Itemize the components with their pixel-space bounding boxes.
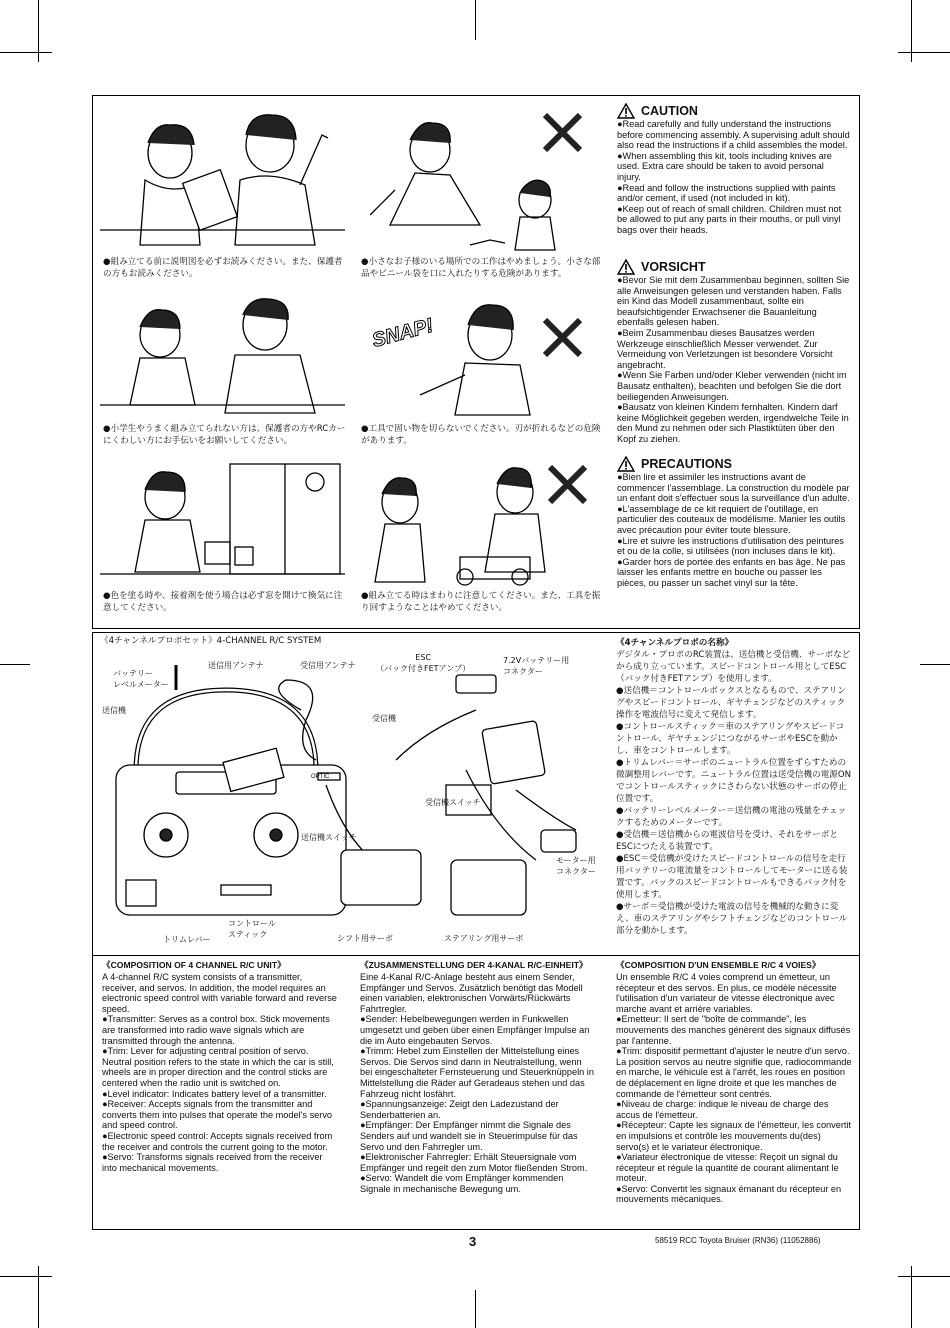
precautions-item: ●Lire et suivre les instructions d'utilisation des peintures et ou de la colle, si utilisées (non incluses dans le kit). [617,535,844,557]
illustration-small-child [370,105,600,255]
vorsicht-item: ●Bevor Sie mit dem Zusammenbau beginnen, sollten Sie alle Anweisungen gelesen und verstanden haben. Falls ein Kind das Modell zusammenbaut, sollte ein beaufsichtigender Erwachsener die Bauanleitung ebenfalls gelesen haben. [617,275,850,328]
label-trim-lever: トリムレバー [163,935,211,944]
jp-names-item: ●トリムレバー＝サーボのニュートラル位置をずらすための微調整用レバーです。ニュートラル位置は送受信機の電源ONでコントロールスティックにさわらない状態のサーボの停止位置です。 [616,758,852,804]
composition-en-item: A 4-channel R/C system consists of a transmitter, receiver, and servos. In addition, the model requires an electronic speed control with variable forward and reverse speed. [102,972,337,1014]
illustration-ask-help [100,295,345,420]
composition-fr-item: ●Variateur électronique de vitesse: Reçoit un signal du récepteur et régule la quantité de courant alimentant le moteur. [616,1152,839,1184]
document-code: 58519 RCC Toyota Bruiser (RN36) (11052886) [655,1236,821,1245]
crop-mark [898,52,950,53]
caption-dont-cut-hard: ●工具で固い物を切らないでください。刃が折れるなどの危険があります。 [361,424,601,446]
caption-ask-help: ●小学生やうまく組み立てられない方は、保護者の方やRCカーにくわしい方にお手伝いをお願いしてください。 [103,424,346,446]
caution-item: ●Keep out of reach of small children. Children must not be allowed to put any parts in their mouths, or pull vinyl bags over their heads. [617,203,842,235]
label-receiver: 受信機 [372,714,396,723]
composition-en [102,959,337,1173]
caution-title: CAUTION [641,104,698,118]
composition-fr-item: ●Trim: dispositif permettant d'ajuster le neutre d'un servo. La position servos au neutre signifie que, radiocommande en marche, le véhicule est à l'arrêt, les roues en position de déplacement en ligne droite et que les manches de commande de l'émetteur sont centrés. [616,1046,852,1099]
tx-brand-text: OPTIC [311,774,330,780]
crop-mark [898,1276,950,1277]
rc-system-diagram [96,650,606,950]
composition-en-item: ●Transmitter: Serves as a control box. Stick movements are transformed into radio wave signals which are transmitted through the antenna. [102,1014,330,1046]
jp-names-section [616,637,852,937]
jp-names-item: ●サーボ＝受信機が受けた電波の信号を機械的な動きに変え、車のステアリングやシフトチェンジなどのコントロール部分を動かします。 [616,902,848,936]
label-shift-servo: シフト用サーボ [337,934,393,943]
composition-fr [616,959,852,1205]
label-battery-connector: 7.2Vバッテリー用 コネクター [503,656,570,676]
composition-fr-item: ●Emetteur: Il sert de "boîte de commande", les mouvements des manches génèrent des signaux diffusés par l'antenne. [616,1014,851,1046]
warning-icon [617,456,635,472]
jp-names-item: ●コントロールスティック＝車のステアリングやスピードコントロール、ギヤチェンジにつながるサーボやESCを動かし、車をコントロールします。 [616,722,845,756]
precautions-item: ●Bien lire et assimiler les instructions avant de commencer l'assemblage. La construction du modèle par un enfant doit s'effectuer sous la surveillance d'un adulte. [617,472,850,504]
page-number: 3 [469,1234,477,1249]
jp-names-item: ●バッテリーレベルメーター＝送信機の電池の残量をチェックするためのメーターです。 [616,806,847,828]
composition-en-item: ●Electronic speed control: Accepts signals received from the receiver and controls the current going to the motor. [102,1130,333,1152]
vorsicht-item: ●Bausatz von kleinen Kindern fernhalten. Kindern darf keine Möglichkeit gegeben werden, irgendwelche Teile in den Mund zu nehmen oder sich Plastiktüten über den Kopf zu ziehen. [617,402,849,444]
jp-names-item: ●ESC＝受信機が受けたスピードコントロールの信号を走行用バッテリーの電流量をコントロールしてモーターに送る装置です。バックのスピードコントロールもできるバック付を使用します。 [616,854,848,900]
composition-en-item: ●Receiver: Accepts signals from the transmitter and converts them into pulses that operate the model's servo and speed control. [102,1099,333,1131]
caption-surroundings: ●組み立てる時はまわりに注意してください。また、工具を振り回すようなことはやめてください。 [361,591,601,613]
illustration-painting-window [100,462,345,587]
composition-fr-item: ●Niveau de charge: indique le niveau de charge des accus de l'émetteur. [616,1099,829,1120]
warning-icon [617,259,635,275]
composition-de-item: ●Servo: Wandelt die vom Empfänger kommenden Signale in mechanische Bewegung um. [360,1173,564,1194]
crop-mark [475,1290,476,1328]
composition-de-item: Eine 4-Kanal R/C-Anlage besteht aus einem Sender, Empfänger und Servos. Zusätzlich benötigt das Modell einen variablen, elektronischen Vorwärts/Rückwärts Fahrtregler. [360,972,583,1014]
illustration-reading-manual [100,105,345,255]
snap-text: SNAP! [370,314,436,352]
composition-en-item: ●Trim: Lever for adjusting central position of servo. Neutral position refers to the state in which the car is still, wheels are in proper direction and the control sticks are centered when the radio unit is switched on. [102,1046,334,1088]
jp-names-intro: デジタル・プロポのRC装置は、送信機と受信機、サーボなどから成り立っています。スピードコントロール用としてESC（バック付きFETアンプ）を使用します。 [616,650,851,684]
illustration-swinging-tools [370,462,600,587]
vorsicht-item: ●Wenn Sie Farben und/oder Kleber verwenden (nicht im Bausatz enthalten), beachten und befolgen Sie die dort beiliegenden Anweisungen. [617,370,847,402]
composition-de-item: ●Empfänger: Der Empfänger nimmt die Signale des Senders auf und wandelt sie in Steuerimpulse für das Servo und den Fahrregler um. [360,1120,578,1152]
label-control-stick: コントロール スティック [228,919,276,939]
jp-names-item: ●受信機＝送信機からの電波信号を受け、それをサーボとESCにつたえる装置です。 [616,830,838,852]
composition-fr-title: 《COMPOSITION D'UN ENSEMBLE R/C 4 VOIES》 [616,960,821,970]
caption-small-children: ●小さなお子様のいる場所での工作はやめましょう。小さな部品やビニール袋を口に入れたりする危険があります。 [361,257,601,279]
label-esc: ESC （バック付きFETアンプ） [376,653,471,673]
composition-en-title: 《COMPOSITION OF 4 CHANNEL R/C UNIT》 [102,960,286,970]
crop-mark [920,664,950,665]
composition-de-item: ●Trimm: Hebel zum Einstellen der Mittelstellung eines Servos. Die Servos sind dann in Neutralstellung, wenn bei eingeschalteter Fernsteuerung und Steuerknüppeln in Mittelstellung die Räder auf Geradeaus stehen und das Fahrzeug nicht losfährt. [360,1046,594,1099]
composition-en-item: ●Servo: Transforms signals received from the receiver into mechanical movements. [102,1152,323,1173]
crop-mark [0,664,30,665]
crop-mark [475,0,476,40]
composition-fr-item: ●Servo: Convertit les signaux émanant du récepteur en mouvements mécaniques. [616,1183,842,1205]
precautions-title: PRECAUTIONS [641,457,732,471]
composition-en-item: ●Level indicator: Indicates battery level of a transmitter. [102,1088,327,1099]
composition-de-item: ●Elektronischer Fahrregler: Erhält Steuersignale vom Empfänger und regelt den zum Motor fließenden Strom. [360,1152,588,1173]
composition-de-item: ●Sender: Hebelbewegungen werden in Funkwellen umgesetzt und geben über einen Empfänger Impulse an die im Auto eingebauten Servos. [360,1014,590,1046]
label-tx-antenna: 送信用アンテナ [208,661,264,670]
composition-de-item: ●Spannungsanzeige: Zeigt den Ladezustand der Senderbatterien an. [360,1099,559,1120]
label-transmitter: 送信機 [102,706,126,715]
caution-section [617,103,850,236]
precautions-item: ●Garder hors de portée des enfants en bas âge. Ne pas laisser les enfants mettre en bouche ou passer les pièces, ou passer un sachet vinyl sur la tête. [617,556,846,588]
caption-ventilation: ●色を塗る時や、接着剤を使う場合は必ず窓を開けて換気に注意してください。 [103,591,343,613]
label-steering-servo: ステアリング用サーボ [444,934,524,943]
illustration-snap [370,295,600,420]
caution-item: ●When assembling this kit, tools including knives are used. Extra care should be taken to avoid personal injury. [617,150,832,182]
warning-icon [617,103,635,119]
label-motor-connector: モーター用 コネクター [556,856,596,876]
vorsicht-section [617,259,850,445]
composition-de-title: 《ZUSAMMENSTELLUNG DER 4-KANAL R/C-EINHEIT》 [360,960,588,970]
label-tx-switch: 送信機スイッチ [301,833,357,842]
composition-fr-item: ●Récepteur: Capte les signaux de l'émetteur, les convertit en impulsions et contrôle les mouvements du(des) servo(s) et le variateur électronique. [616,1120,852,1152]
caption-read-manual: ●組み立てる前に説明図を必ずお読みください。また、保護者の方もお読みください。 [103,257,343,279]
label-battery-meter: バッテリー レベルメーター [113,669,169,689]
caution-item: ●Read and follow the instructions supplied with paints and/or cement, if used (not included in kit). [617,182,836,204]
jp-names-title: 《4チャンネルプロポの名称》 [616,638,734,648]
precautions-item: ●L'assemblage de ce kit requiert de l'outillage, en particulier des couteaux de modélisme. Manier les outils avec précaution pour éviter toute blessure. [617,503,846,535]
crop-mark [0,1276,52,1277]
jp-names-item: ●送信機＝コントロールボックスとなるもので、ステアリングやスピードコントロール、ギヤチェンジなどのスティック操作を電波信号に変えて発信します。 [616,686,846,720]
label-rx-antenna: 受信用アンテナ [300,661,356,670]
vorsicht-title: VORSICHT [641,260,706,274]
divider [92,955,860,956]
crop-mark [0,52,52,53]
vorsicht-item: ●Beim Zusammenbau dieses Bausatzes werden Werkzeuge einschließlich Messer verwendet. Zur Vermeidung von Verletzungen ist besondere Vorsicht angebracht. [617,327,833,370]
rc-system-title: 《4チャンネルプロポセット》4-CHANNEL R/C SYSTEM [100,636,322,646]
label-rx-switch: 受信機スイッチ [425,798,481,807]
composition-fr-item: Un ensemble R/C 4 voies comprend un émetteur, un récepteur et des servos. En plus, ce modèle nécessite l'utilisation d'un variateur de vitesse électronique avec marche avant et arrière variables. [616,972,837,1014]
caution-item: ●Read carefully and fully understand the instructions before commencing assembly. A supervising adult should also read the instructions if a child assembles the model. [617,119,850,151]
composition-de [360,959,595,1194]
precautions-section [617,456,850,589]
